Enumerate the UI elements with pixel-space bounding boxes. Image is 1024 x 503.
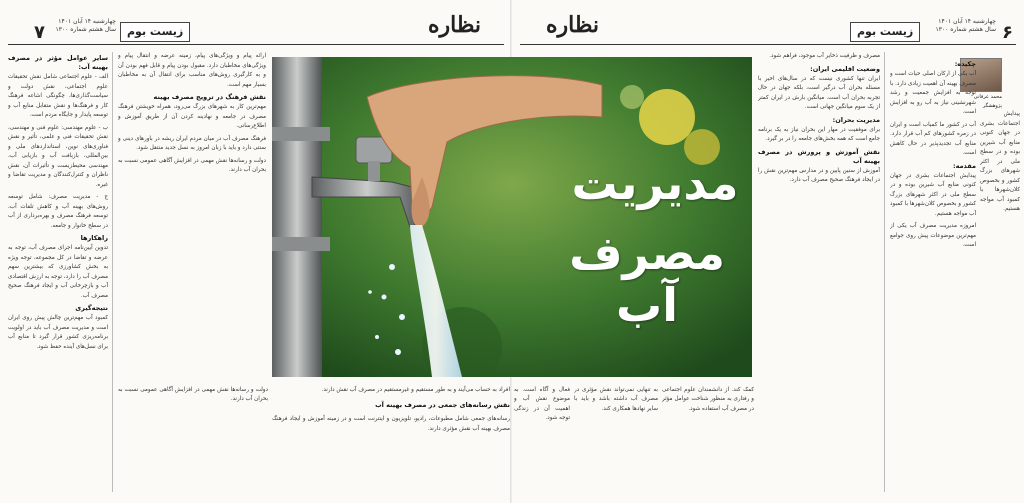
- article-column: [272, 380, 510, 495]
- subheading: وضعیت اقلیمی ایران:: [810, 64, 880, 73]
- article-column: [574, 380, 658, 495]
- page-number: ۷: [34, 22, 45, 43]
- column-rule: [112, 52, 113, 492]
- newspaper-logo: نظاره: [428, 12, 482, 38]
- paragraph: کمبود آب مهم‌ترین چالش پیش روی ایران است و مدیریت مصرف آب باید در اولویت برنامه‌ریزی کشور قرار گیرد تا منابع آب برای نسل‌های آینده حفظ شود.: [8, 315, 108, 350]
- right-page-header: [512, 0, 1024, 46]
- header-rule: [520, 44, 1016, 45]
- article-column: [514, 380, 570, 495]
- issue-date: چهارشنبه ۱۴ آبان ۱۴۰۱ سال هشتم شماره ۱۳۰۰: [935, 18, 996, 33]
- paragraph: آموزش از سنین پایین و در مدارس مهم‌ترین نقش را در ایجاد فرهنگ صحیح مصرف آب دارد.: [758, 167, 880, 183]
- subheading: نقش فرهنگ در ترویج مصرف بهینه: [153, 93, 266, 101]
- paragraph: مصرف و ظرفیت ذخایر آب موجود، فراهم شود.: [769, 53, 880, 59]
- feature-headline-line2: مصرف آب: [569, 226, 725, 332]
- article-column: [890, 58, 976, 498]
- feature-headline-line1: مدیریت: [571, 156, 739, 210]
- section-tab: زیست بوم: [850, 22, 920, 42]
- subheading: مقدمه:: [952, 161, 976, 170]
- left-page-header: [0, 0, 512, 46]
- article-column: [118, 380, 268, 495]
- paragraph: تدوین آیین‌نامه اجرای مصرف آب، توجه به عرضه و تقاضا در کل مجموعه، توجه ویژه به بخش کشاورزی که بیشترین سهم مصرف آب را دارد، توجه به ارزش اقتصادی آب و بازچرخانی آب و ایجاد فرهنگ صحیح مصرف آب.: [8, 245, 108, 299]
- paragraph: ایران تنها کشوری نیست که در سال‌های اخیر با مسئله بحران آب درگیر است، بلکه جهان در حال تجربه بحران آب است. میانگین بارش در ایران کمتر از یک سوم میانگین جهانی است.: [758, 75, 880, 110]
- page-number: ۶: [1002, 22, 1013, 43]
- feature-photo: [272, 57, 752, 377]
- subheading: نقش رسانه‌های جمعی در مصرف بهینه آب: [375, 400, 510, 409]
- column-rule: [884, 52, 885, 492]
- paragraph: به تنهایی نمی‌تواند نقش مؤثری در مصرف آب داشته باشد و باید با سایر نهادها همکاری کند.: [574, 386, 658, 412]
- paragraph: پیدایش اجتماعات بشری در جهان کنونی منابع آب شیرین بوده و در سطح ملی در اکثر شهرهای بزرگ کشور و بخصوص کلان‌شهرها با کمبود آب مواجه هستیم.: [980, 111, 1020, 212]
- section-tab: زیست بوم: [120, 22, 190, 42]
- paragraph: فعال و آگاه است. به موضوع نقش آب و اهمیت آن در زندگی توجه شود.: [514, 386, 570, 422]
- article-column: [758, 52, 880, 492]
- paragraph: آب در کشور ما کمیاب است و ایران در زمره کشورهای کم آب قرار دارد. منابع آب تجدیدپذیر در حال کاهش است.: [890, 121, 976, 156]
- paragraph: دولت و رسانه‌ها نقش مهمی در افزایش آگاهی عمومی نسبت به بحران آب دارند.: [118, 157, 266, 173]
- header-rule: [8, 44, 504, 45]
- paragraph: رسانه‌های جمعی شامل مطبوعات، رادیو، تلویزیون و اینترنت است و در زمینه آموزش و ایجاد فرهنگ مصرف بهینه آب نقش مؤثری دارند.: [272, 416, 510, 432]
- paragraph: ب - علوم مهندسی: علوم فنی و مهندسی، نقش تحقیقات فنی و علمی، تأثیر و نقش فناوری‌های نوین، استانداردهای ملی و بین‌المللی، بازیافت آب و بازیابی آب، مهندسی محیط‌زیست و تأثیرات آن، نقش ناظران و کنترل‌کنندگان و مدیریت تقاضا و غیره.: [8, 124, 108, 188]
- paragraph: مهم‌ترین کار به شهرهای بزرگ می‌رود، همراه خویشتن فرهنگ مصرف در جامعه و نهادینه کردن آن از طریق آموزش و اطلاع‌رسانی.: [118, 104, 266, 129]
- article-column: [8, 52, 108, 492]
- paragraph: کمک کند. از دانشمندان علوم اجتماعی و رفتاری به منظور شناخت عوامل مؤثر در مصرف آب استفاده شود.: [662, 386, 754, 412]
- paragraph: افراد به حساب می‌آیند و به طور مستقیم و غیرمستقیم در مصرف آب نقش دارند.: [321, 386, 510, 393]
- subheading: نتیجه‌گیری: [75, 304, 108, 312]
- article-column: [662, 380, 754, 495]
- article-column: [980, 110, 1020, 470]
- subheading: نقش آموزش و پرورش در مصرف بهینه آب: [758, 147, 880, 165]
- paragraph: امروزه مدیریت مصرف آب یکی از مهم‌ترین موضوعات پیش روی جوامع است.: [890, 223, 976, 248]
- subheading: راهکارها: [80, 234, 108, 242]
- author-role: پژوهشگر: [982, 103, 1002, 109]
- issue-date: چهارشنبه ۱۴ آبان ۱۴۰۱ سال هشتم شماره ۱۳۰۰: [55, 18, 116, 33]
- newspaper-logo: نظاره: [546, 12, 600, 38]
- subheading: چکیده:: [954, 60, 976, 68]
- article-column: [118, 52, 266, 372]
- author-name: محمد عرفانی: [973, 94, 1002, 100]
- subheading: سایر عوامل مؤثر در مصرف بهینه آب:: [8, 54, 108, 71]
- paragraph: ج - مدیریت مصرف: شامل توسعه روش‌های بهینه آب و کاهش تلفات آب، توسعه فرهنگ مصرف و بهره‌برداری از آب در سطح خانوار و جامعه.: [8, 194, 108, 229]
- subheading: مدیریت بحران:: [832, 115, 880, 124]
- paragraph: آب یکی از ارکان اصلی حیات است و مصرف بهینه آن اهمیت زیادی دارد. با توجه به افزایش جمعیت و رشد شهرنشینی نیاز به آب رو به افزایش است.: [890, 71, 976, 115]
- paragraph: برای موفقیت در مهار این بحران نیاز به یک برنامه جامع است که همه بخش‌های جامعه را در بر گیرد.: [758, 126, 880, 142]
- paragraph: ارائه پیام و ویژگی‌های پیام، زمینه عرضه و انتقال پیام و ویژگی‌های مخاطبان دارد. مقبول بودن پیام و قابل فهم بودن آن و به کارگیری روش‌های مناسب برای انتقال آن به مخاطبان بسیار مهم است.: [118, 53, 266, 88]
- paragraph: فرهنگ مصرف آب در میان مردم ایران ریشه در باورهای دینی و سنتی دارد و باید با زبان امروز به نسل جدید منتقل شود.: [118, 135, 266, 151]
- paragraph: پیدایش اجتماعات بشری در جهان کنونی منابع آب شیرین بوده و در سطح ملی در اکثر شهرهای بزرگ کشور و بخصوص کلان‌شهرها با کمبود آب مواجه هستیم.: [890, 172, 976, 217]
- paragraph: الف - علوم اجتماعی شامل نقش تحقیقات علوم اجتماعی، نقش دولت و سیاست‌گذاری‌ها، چگونگی اشاعه فرهنگ کار و فرهنگ‌ها و نقش متقابل منابع آب و توسعه پایدار و جایگاه مردم است.: [8, 74, 108, 118]
- paragraph: دولت و رسانه‌ها نقش مهمی در افزایش آگاهی عمومی نسبت به بحران آب دارند.: [118, 386, 268, 403]
